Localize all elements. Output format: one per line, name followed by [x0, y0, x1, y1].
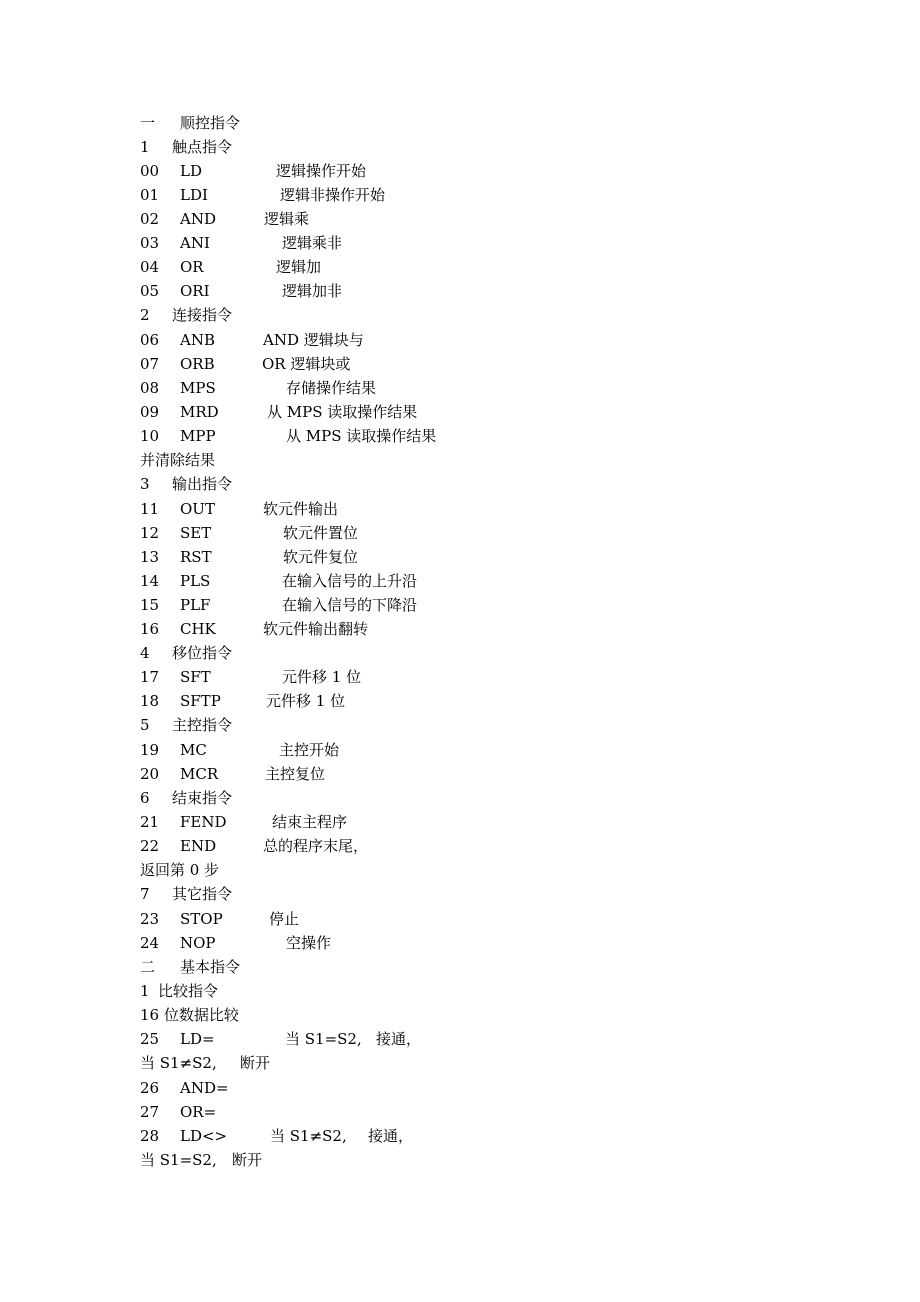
- line-i13-part-0: 13: [140, 548, 160, 566]
- text-line-i08: [0, 377, 920, 399]
- line-i15-part-2: 在输入信号的下降沿: [282, 596, 418, 614]
- line-i05-part-2: 逻辑加非: [282, 282, 343, 300]
- line-i28b-part-1: 断开: [232, 1151, 263, 1169]
- line-i25-part-1: LD=: [180, 1030, 215, 1048]
- text-line-g7: [0, 883, 920, 905]
- line-i11-part-2: 软元件输出: [263, 500, 339, 518]
- line-i17-part-1: SFT: [180, 668, 211, 686]
- line-g2-part-0: 2: [140, 306, 150, 324]
- line-g4-part-0: 4: [140, 644, 150, 662]
- line-i25b-part-1: 断开: [240, 1054, 271, 1072]
- line-i09-part-1: MRD: [180, 403, 219, 421]
- line-i16-part-1: CHK: [180, 620, 216, 638]
- line-g4-part-1: 移位指令: [172, 644, 233, 662]
- line-i20-part-2: 主控复位: [265, 765, 326, 783]
- line-sub16-part-0: 16 位数据比较: [140, 1006, 239, 1024]
- line-sec1-part-1: 顺控指令: [180, 114, 241, 132]
- text-line-sub16: [0, 1004, 920, 1026]
- line-i07-part-1: ORB: [180, 355, 215, 373]
- line-i11-part-0: 11: [140, 500, 160, 518]
- line-i11-part-1: OUT: [180, 500, 215, 518]
- line-i28-part-2: 当 S1≠S2,: [270, 1127, 347, 1145]
- text-line-i16: [0, 618, 920, 640]
- text-line-i21: [0, 811, 920, 833]
- line-i12-part-1: SET: [180, 524, 212, 542]
- line-i14-part-1: PLS: [180, 572, 211, 590]
- line-g6-part-1: 结束指令: [172, 789, 233, 807]
- line-i23-part-1: STOP: [180, 910, 223, 928]
- text-line-i17: [0, 666, 920, 688]
- line-g3-part-0: 3: [140, 475, 150, 493]
- line-i25-part-0: 25: [140, 1030, 160, 1048]
- text-line-i22b: [0, 859, 920, 881]
- line-i10-part-1: MPP: [180, 427, 216, 445]
- line-i00-part-0: 00: [140, 162, 160, 180]
- text-line-i28b: [0, 1149, 920, 1171]
- line-i24-part-0: 24: [140, 934, 160, 952]
- text-line-g6: [0, 787, 920, 809]
- line-i15-part-0: 15: [140, 596, 160, 614]
- line-g3-part-1: 输出指令: [172, 475, 233, 493]
- text-line-sec1: [0, 112, 920, 134]
- line-sec2-part-1: 基本指令: [180, 958, 241, 976]
- line-i10-part-2: 从 MPS 读取操作结果: [286, 427, 437, 445]
- text-line-i27: [0, 1101, 920, 1123]
- line-sec2-part-0: 二: [140, 958, 156, 976]
- line-i05-part-1: ORI: [180, 282, 210, 300]
- line-i26-part-1: AND=: [180, 1079, 229, 1097]
- line-g1b-part-0: 1: [140, 982, 150, 1000]
- line-i19-part-0: 19: [140, 741, 160, 759]
- line-i10-part-0: 10: [140, 427, 160, 445]
- text-line-i25b: [0, 1052, 920, 1074]
- line-i19-part-1: MC: [180, 741, 207, 759]
- line-i06-part-2: AND 逻辑块与: [263, 331, 364, 349]
- line-i23-part-0: 23: [140, 910, 160, 928]
- text-line-i26: [0, 1077, 920, 1099]
- line-i15-part-1: PLF: [180, 596, 211, 614]
- line-i12-part-2: 软元件置位: [283, 524, 359, 542]
- line-i03-part-0: 03: [140, 234, 160, 252]
- line-i28b-part-0: 当 S1=S2,: [140, 1151, 217, 1169]
- line-i01-part-1: LDI: [180, 186, 208, 204]
- text-line-i00: [0, 160, 920, 182]
- line-g5-part-0: 5: [140, 716, 150, 734]
- text-line-g4: [0, 642, 920, 664]
- line-i22-part-1: END: [180, 837, 217, 855]
- text-line-i09: [0, 401, 920, 423]
- line-i17-part-0: 17: [140, 668, 160, 686]
- text-line-i18: [0, 690, 920, 712]
- line-i00-part-2: 逻辑操作开始: [276, 162, 367, 180]
- text-line-i11: [0, 498, 920, 520]
- line-i27-part-0: 27: [140, 1103, 160, 1121]
- text-line-g3: [0, 473, 920, 495]
- line-i24-part-2: 空操作: [286, 934, 332, 952]
- line-i08-part-2: 存储操作结果: [286, 379, 377, 397]
- line-i18-part-1: SFTP: [180, 692, 221, 710]
- line-i25-part-3: 接通，: [376, 1030, 422, 1048]
- text-line-g5: [0, 714, 920, 736]
- line-i04-part-2: 逻辑加: [276, 258, 322, 276]
- line-i10b-part-0: 并清除结果: [140, 451, 216, 469]
- line-i08-part-1: MPS: [180, 379, 216, 397]
- text-line-i07: [0, 353, 920, 375]
- text-line-i03: [0, 232, 920, 254]
- line-i24-part-1: NOP: [180, 934, 216, 952]
- line-i13-part-2: 软元件复位: [283, 548, 359, 566]
- line-i09-part-2: 从 MPS 读取操作结果: [267, 403, 418, 421]
- line-i01-part-0: 01: [140, 186, 160, 204]
- text-line-i13: [0, 546, 920, 568]
- text-line-g1: [0, 136, 920, 158]
- line-g7-part-0: 7: [140, 885, 150, 903]
- line-i02-part-1: AND: [180, 210, 216, 228]
- line-i07-part-2: OR 逻辑块或: [262, 355, 351, 373]
- line-i25b-part-0: 当 S1≠S2,: [140, 1054, 217, 1072]
- text-line-i02: [0, 208, 920, 230]
- text-line-i20: [0, 763, 920, 785]
- line-g5-part-1: 主控指令: [172, 716, 233, 734]
- line-i17-part-2: 元件移 1 位: [282, 668, 362, 686]
- line-i28-part-1: LD<>: [180, 1127, 228, 1145]
- line-i02-part-2: 逻辑乘: [264, 210, 310, 228]
- line-i27-part-1: OR=: [180, 1103, 217, 1121]
- line-i19-part-2: 主控开始: [279, 741, 340, 759]
- line-i23-part-2: 停止: [269, 910, 300, 928]
- text-line-i04: [0, 256, 920, 278]
- text-line-i06: [0, 329, 920, 351]
- line-i21-part-1: FEND: [180, 813, 227, 831]
- line-i09-part-0: 09: [140, 403, 160, 421]
- line-i05-part-0: 05: [140, 282, 160, 300]
- text-line-i10: [0, 425, 920, 447]
- text-line-i23: [0, 908, 920, 930]
- text-line-g1b: [0, 980, 920, 1002]
- line-g6-part-0: 6: [140, 789, 150, 807]
- line-i14-part-0: 14: [140, 572, 160, 590]
- text-line-i15: [0, 594, 920, 616]
- line-g7-part-1: 其它指令: [172, 885, 233, 903]
- text-line-i19: [0, 739, 920, 761]
- line-i14-part-2: 在输入信号的上升沿: [282, 572, 418, 590]
- text-line-sec2: [0, 956, 920, 978]
- text-line-g2: [0, 304, 920, 326]
- line-sec1-part-0: 一: [140, 114, 156, 132]
- line-g1-part-1: 触点指令: [172, 138, 233, 156]
- line-i16-part-2: 软元件输出翻转: [263, 620, 369, 638]
- text-line-i22: [0, 835, 920, 857]
- text-line-i10b: [0, 449, 920, 471]
- line-i25-part-2: 当 S1=S2,: [285, 1030, 362, 1048]
- line-i06-part-0: 06: [140, 331, 160, 349]
- line-i18-part-0: 18: [140, 692, 160, 710]
- line-i04-part-0: 04: [140, 258, 160, 276]
- line-i03-part-2: 逻辑乘非: [282, 234, 343, 252]
- line-i28-part-3: 接通，: [368, 1127, 414, 1145]
- line-i18-part-2: 元件移 1 位: [266, 692, 346, 710]
- text-line-i25: [0, 1028, 920, 1050]
- line-i07-part-0: 07: [140, 355, 160, 373]
- line-g2-part-1: 连接指令: [172, 306, 233, 324]
- line-i22-part-2: 总的程序末尾，: [263, 837, 369, 855]
- line-i16-part-0: 16: [140, 620, 160, 638]
- line-i02-part-0: 02: [140, 210, 160, 228]
- line-i21-part-2: 结束主程序: [272, 813, 348, 831]
- line-i00-part-1: LD: [180, 162, 202, 180]
- text-line-i14: [0, 570, 920, 592]
- line-i21-part-0: 21: [140, 813, 160, 831]
- text-line-i01: [0, 184, 920, 206]
- line-g1-part-0: 1: [140, 138, 150, 156]
- line-i01-part-2: 逻辑非操作开始: [280, 186, 386, 204]
- text-line-i12: [0, 522, 920, 544]
- line-g1b-part-1: 比较指令: [158, 982, 219, 1000]
- line-i12-part-0: 12: [140, 524, 160, 542]
- line-i13-part-1: RST: [180, 548, 212, 566]
- line-i20-part-1: MCR: [180, 765, 219, 783]
- line-i04-part-1: OR: [180, 258, 204, 276]
- line-i26-part-0: 26: [140, 1079, 160, 1097]
- line-i06-part-1: ANB: [180, 331, 215, 349]
- text-line-i28: [0, 1125, 920, 1147]
- line-i20-part-0: 20: [140, 765, 160, 783]
- text-line-i05: [0, 280, 920, 302]
- line-i22-part-0: 22: [140, 837, 160, 855]
- text-line-i24: [0, 932, 920, 954]
- line-i22b-part-0: 返回第 0 步: [140, 861, 220, 879]
- line-i28-part-0: 28: [140, 1127, 160, 1145]
- line-i03-part-1: ANI: [180, 234, 210, 252]
- line-i08-part-0: 08: [140, 379, 160, 397]
